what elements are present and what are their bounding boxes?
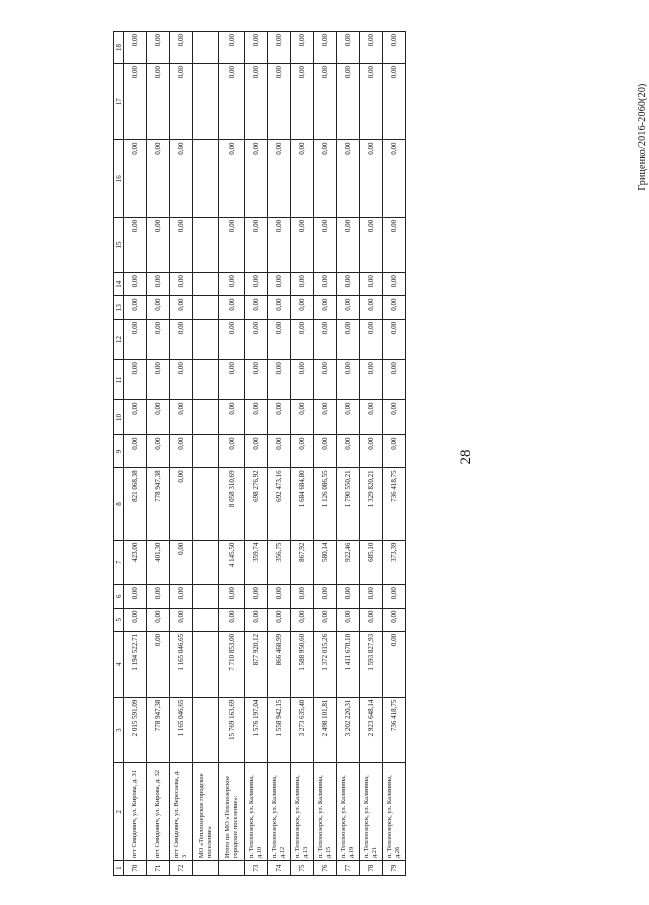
value-cell: 0,00	[170, 32, 193, 64]
address-cell: п. Теплоозерск, ул. Калинина, д.26	[383, 763, 406, 861]
value-cell: 0,00	[291, 400, 314, 435]
address-cell: п. Теплоозерск, ул. Калинина, д.15	[314, 763, 337, 861]
value-cell: 0,00	[383, 360, 406, 400]
value-cell: 0,00	[383, 140, 406, 217]
value-cell	[193, 360, 219, 400]
table-row	[337, 32, 360, 876]
address-cell: пгт Смидович, ул. Вересаева, д. 3	[170, 763, 193, 861]
value-cell: 0,00	[268, 400, 291, 435]
row-number-cell	[193, 861, 219, 876]
row-number-cell: 73	[245, 861, 268, 876]
row-number-cell: 70	[124, 861, 147, 876]
value-cell: 0,00	[291, 296, 314, 319]
value-cell: 0,00	[147, 585, 170, 608]
value-cell	[193, 468, 219, 540]
value-cell: 0,00	[219, 32, 245, 64]
value-cell: 0,00	[147, 631, 170, 697]
header-cell: 5	[114, 608, 124, 631]
value-cell: 0,00	[124, 140, 147, 217]
address-cell: пгт Смидович, ул. Кирова, д. 31	[124, 763, 147, 861]
value-cell: 0,00	[124, 296, 147, 319]
value-cell: 0,00	[170, 400, 193, 435]
value-cell	[193, 435, 219, 468]
value-cell: 0,00	[219, 64, 245, 140]
value-cell: 0,00	[268, 435, 291, 468]
data-table	[113, 31, 406, 876]
value-cell: 0,00	[360, 32, 383, 64]
value-cell: 1 165 046,65	[170, 697, 193, 763]
value-cell: 0,00	[291, 319, 314, 359]
value-cell: 0,00	[268, 217, 291, 272]
value-cell: 373,39	[383, 540, 406, 585]
value-cell: 1 372 015,26	[314, 631, 337, 697]
value-cell: 0,00	[170, 319, 193, 359]
value-cell: 0,00	[147, 360, 170, 400]
value-cell: 0,00	[124, 435, 147, 468]
value-cell: 0,00	[383, 32, 406, 64]
value-cell: 0,00	[245, 608, 268, 631]
document-reference: Гриценко/2016-2060(20)	[637, 83, 648, 191]
header-cell: 4	[114, 631, 124, 697]
value-cell: 0,00	[360, 273, 383, 296]
value-cell: 0,00	[360, 435, 383, 468]
value-cell: 0,00	[170, 435, 193, 468]
value-cell: 0,00	[337, 140, 360, 217]
row-number-cell	[219, 861, 245, 876]
value-cell: 0,00	[314, 64, 337, 140]
value-cell: 1 558 942,15	[268, 697, 291, 763]
table-row	[170, 32, 193, 876]
value-cell: 0,00	[291, 140, 314, 217]
value-cell: 0,00	[268, 140, 291, 217]
value-cell: 0,00	[268, 32, 291, 64]
value-cell: 1 790 550,21	[337, 468, 360, 540]
value-cell: 0,00	[124, 400, 147, 435]
value-cell: 0,00	[124, 217, 147, 272]
row-number-cell: 78	[360, 861, 383, 876]
value-cell: 0,00	[170, 468, 193, 540]
value-cell: 0,00	[245, 217, 268, 272]
value-cell: 0,00	[383, 319, 406, 359]
value-cell: 0,00	[360, 608, 383, 631]
row-number-cell: 74	[268, 861, 291, 876]
page-number: 28	[458, 449, 474, 465]
address-cell: пгт Смидович, ул. Кирова, д. 32	[147, 763, 170, 861]
value-cell: 0,00	[268, 585, 291, 608]
header-cell: 14	[114, 273, 124, 296]
value-cell: 0,00	[383, 435, 406, 468]
value-cell: 736 418,75	[383, 697, 406, 763]
value-cell: 0,00	[219, 608, 245, 631]
value-cell: 0,00	[147, 64, 170, 140]
value-cell: 0,00	[219, 140, 245, 217]
row-number-cell: 76	[314, 861, 337, 876]
header-cell: 9	[114, 435, 124, 468]
value-cell: 0,00	[219, 585, 245, 608]
value-cell: 0,00	[291, 273, 314, 296]
value-cell: 0,00	[360, 585, 383, 608]
value-cell: 0,00	[337, 400, 360, 435]
value-cell: 0,00	[124, 32, 147, 64]
header-cell: 16	[114, 140, 124, 217]
value-cell: 0,00	[219, 319, 245, 359]
value-cell: 2 923 648,14	[360, 697, 383, 763]
value-cell: 0,00	[337, 319, 360, 359]
value-cell: 7 710 853,00	[219, 631, 245, 697]
value-cell	[193, 585, 219, 608]
header-cell: 13	[114, 296, 124, 319]
value-cell: 0,00	[170, 64, 193, 140]
value-cell: 0,00	[291, 585, 314, 608]
value-cell: 0,00	[314, 140, 337, 217]
value-cell: 0,00	[314, 273, 337, 296]
value-cell: 359,74	[245, 540, 268, 585]
header-cell: 10	[114, 400, 124, 435]
value-cell: 0,00	[337, 608, 360, 631]
value-cell: 778 947,38	[147, 468, 170, 540]
value-cell: 0,00	[314, 32, 337, 64]
value-cell	[193, 32, 219, 64]
value-cell: 0,00	[337, 273, 360, 296]
value-cell: 0,00	[268, 296, 291, 319]
value-cell: 0,00	[219, 400, 245, 435]
table-row	[219, 32, 245, 876]
value-cell: 580,14	[314, 540, 337, 585]
row-number-cell: 77	[337, 861, 360, 876]
value-cell: 0,00	[245, 32, 268, 64]
value-cell: 0,00	[147, 319, 170, 359]
value-cell: 877 920,12	[245, 631, 268, 697]
header-cell: 3	[114, 697, 124, 763]
value-cell: 685,10	[360, 540, 383, 585]
value-cell: 0,00	[170, 540, 193, 585]
value-cell: 0,00	[147, 435, 170, 468]
value-cell	[193, 697, 219, 763]
value-cell: 0,00	[170, 217, 193, 272]
header-cell: 6	[114, 585, 124, 608]
address-cell: п. Теплоозерск, ул. Калинина, д.13	[291, 763, 314, 861]
value-cell: 0,00	[314, 400, 337, 435]
header-cell: 7	[114, 540, 124, 585]
row-number-cell: 71	[147, 861, 170, 876]
value-cell: 0,00	[360, 140, 383, 217]
row-number-cell: 79	[383, 861, 406, 876]
value-cell: 0,00	[383, 631, 406, 697]
row-number-cell: 72	[170, 861, 193, 876]
header-cell: 17	[114, 64, 124, 140]
value-cell: 0,00	[291, 32, 314, 64]
table-row	[268, 32, 291, 876]
value-cell: 922,46	[337, 540, 360, 585]
value-cell: 0,00	[383, 296, 406, 319]
header-cell: 15	[114, 217, 124, 272]
header-cell: 12	[114, 319, 124, 359]
value-cell: 1 165 046,65	[170, 631, 193, 697]
value-cell	[193, 273, 219, 296]
value-cell: 0,00	[314, 296, 337, 319]
value-cell: 0,00	[219, 360, 245, 400]
value-cell: 0,00	[245, 435, 268, 468]
value-cell: 0,00	[383, 64, 406, 140]
address-cell: МО «Теплоозерское городское поселение»	[193, 763, 219, 861]
value-cell: 821 068,38	[124, 468, 147, 540]
value-cell: 0,00	[245, 585, 268, 608]
value-cell: 1 329 820,21	[360, 468, 383, 540]
value-cell: 0,00	[383, 585, 406, 608]
value-cell	[193, 540, 219, 585]
value-cell: 0,00	[337, 32, 360, 64]
value-cell: 0,00	[170, 296, 193, 319]
value-cell: 0,00	[314, 360, 337, 400]
value-cell: 2 498 101,81	[314, 697, 337, 763]
value-cell	[193, 64, 219, 140]
value-cell: 1 684 684,80	[291, 468, 314, 540]
value-cell: 0,00	[245, 360, 268, 400]
value-cell	[193, 296, 219, 319]
value-cell: 0,00	[314, 608, 337, 631]
table-row	[193, 32, 219, 876]
value-cell: 0,00	[337, 360, 360, 400]
value-cell: 867,92	[291, 540, 314, 585]
value-cell: 0,00	[360, 217, 383, 272]
value-cell: 401,30	[147, 540, 170, 585]
header-cell: 2	[114, 763, 124, 861]
value-cell: 0,00	[291, 217, 314, 272]
value-cell: 0,00	[268, 360, 291, 400]
value-cell: 356,75	[268, 540, 291, 585]
value-cell: 0,00	[360, 64, 383, 140]
value-cell: 4 145,50	[219, 540, 245, 585]
value-cell: 1 194 522,71	[124, 631, 147, 697]
value-cell	[193, 631, 219, 697]
value-cell: 0,00	[360, 400, 383, 435]
value-cell: 0,00	[124, 585, 147, 608]
value-cell: 0,00	[147, 32, 170, 64]
table-row	[360, 32, 383, 876]
table-row	[245, 32, 268, 876]
value-cell: 0,00	[337, 217, 360, 272]
row-number-cell: 75	[291, 861, 314, 876]
value-cell: 2 015 591,09	[124, 697, 147, 763]
value-cell: 0,00	[314, 435, 337, 468]
value-cell: 8 058 310,69	[219, 468, 245, 540]
value-cell: 0,00	[337, 64, 360, 140]
table-row	[383, 32, 406, 876]
value-cell: 0,00	[147, 217, 170, 272]
value-cell: 1 593 827,93	[360, 631, 383, 697]
value-cell: 0,00	[219, 217, 245, 272]
value-cell: 866 468,99	[268, 631, 291, 697]
value-cell: 0,00	[124, 360, 147, 400]
value-cell: 0,00	[147, 400, 170, 435]
value-cell: 0,00	[383, 608, 406, 631]
value-cell: 0,00	[124, 319, 147, 359]
value-cell: 0,00	[245, 400, 268, 435]
value-cell: 0,00	[291, 64, 314, 140]
value-cell	[193, 608, 219, 631]
address-cell: п. Теплоозерск, ул. Калинина, д.19	[337, 763, 360, 861]
value-cell: 0,00	[360, 296, 383, 319]
value-cell: 0,00	[147, 296, 170, 319]
table-container	[113, 31, 401, 876]
value-cell: 0,00	[219, 273, 245, 296]
value-cell: 0,00	[383, 273, 406, 296]
value-cell: 0,00	[219, 435, 245, 468]
value-cell: 0,00	[219, 296, 245, 319]
header-cell: 18	[114, 32, 124, 64]
value-cell: 0,00	[170, 140, 193, 217]
value-cell: 0,00	[314, 585, 337, 608]
header-cell: 8	[114, 468, 124, 540]
value-cell: 0,00	[170, 360, 193, 400]
value-cell: 0,00	[124, 273, 147, 296]
value-cell: 1 126 086,55	[314, 468, 337, 540]
value-cell: 0,00	[147, 140, 170, 217]
value-cell	[193, 319, 219, 359]
value-cell: 0,00	[314, 319, 337, 359]
value-cell: 0,00	[170, 273, 193, 296]
value-cell: 423,00	[124, 540, 147, 585]
address-cell: п. Теплоозерск, ул. Калинина, д.10	[245, 763, 268, 861]
value-cell: 0,00	[337, 435, 360, 468]
value-cell: 3 202 220,31	[337, 697, 360, 763]
table-row	[291, 32, 314, 876]
table-body	[114, 32, 406, 876]
value-cell: 0,00	[147, 608, 170, 631]
value-cell: 698 276,92	[245, 468, 268, 540]
value-cell: 0,00	[360, 319, 383, 359]
value-cell: 0,00	[314, 217, 337, 272]
value-cell: 0,00	[245, 319, 268, 359]
value-cell: 0,00	[337, 585, 360, 608]
value-cell: 778 947,38	[147, 697, 170, 763]
value-cell: 0,00	[291, 360, 314, 400]
header-cell: 1	[114, 861, 124, 876]
value-cell: 0,00	[383, 400, 406, 435]
value-cell: 0,00	[337, 296, 360, 319]
table-row	[147, 32, 170, 876]
value-cell: 0,00	[360, 360, 383, 400]
value-cell: 0,00	[268, 273, 291, 296]
value-cell: 0,00	[268, 319, 291, 359]
table-row	[314, 32, 337, 876]
value-cell: 0,00	[124, 64, 147, 140]
value-cell: 1 411 670,10	[337, 631, 360, 697]
header-cell: 11	[114, 360, 124, 400]
value-cell: 0,00	[245, 273, 268, 296]
address-cell: Итого по МО «Теплоозерское городское поселение»:	[219, 763, 245, 861]
value-cell: 736 418,75	[383, 468, 406, 540]
value-cell: 3 273 635,40	[291, 697, 314, 763]
value-cell: 0,00	[245, 140, 268, 217]
value-cell: 15 769 163,69	[219, 697, 245, 763]
value-cell: 0,00	[383, 217, 406, 272]
value-cell: 0,00	[291, 608, 314, 631]
value-cell	[193, 217, 219, 272]
value-cell: 0,00	[245, 296, 268, 319]
value-cell: 692 473,16	[268, 468, 291, 540]
value-cell	[193, 140, 219, 217]
value-cell: 0,00	[147, 273, 170, 296]
table-header-row	[114, 32, 124, 876]
value-cell	[193, 400, 219, 435]
value-cell: 0,00	[170, 585, 193, 608]
address-cell: п. Теплоозерск, ул. Калинина, д.12	[268, 763, 291, 861]
table-row	[124, 32, 147, 876]
value-cell: 0,00	[124, 608, 147, 631]
value-cell: 0,00	[291, 435, 314, 468]
value-cell: 1 576 197,04	[245, 697, 268, 763]
value-cell: 0,00	[245, 64, 268, 140]
value-cell: 1 588 950,60	[291, 631, 314, 697]
value-cell: 0,00	[268, 608, 291, 631]
value-cell: 0,00	[268, 64, 291, 140]
value-cell: 0,00	[170, 608, 193, 631]
address-cell: п. Теплоозерск, ул. Калинина, д.21	[360, 763, 383, 861]
